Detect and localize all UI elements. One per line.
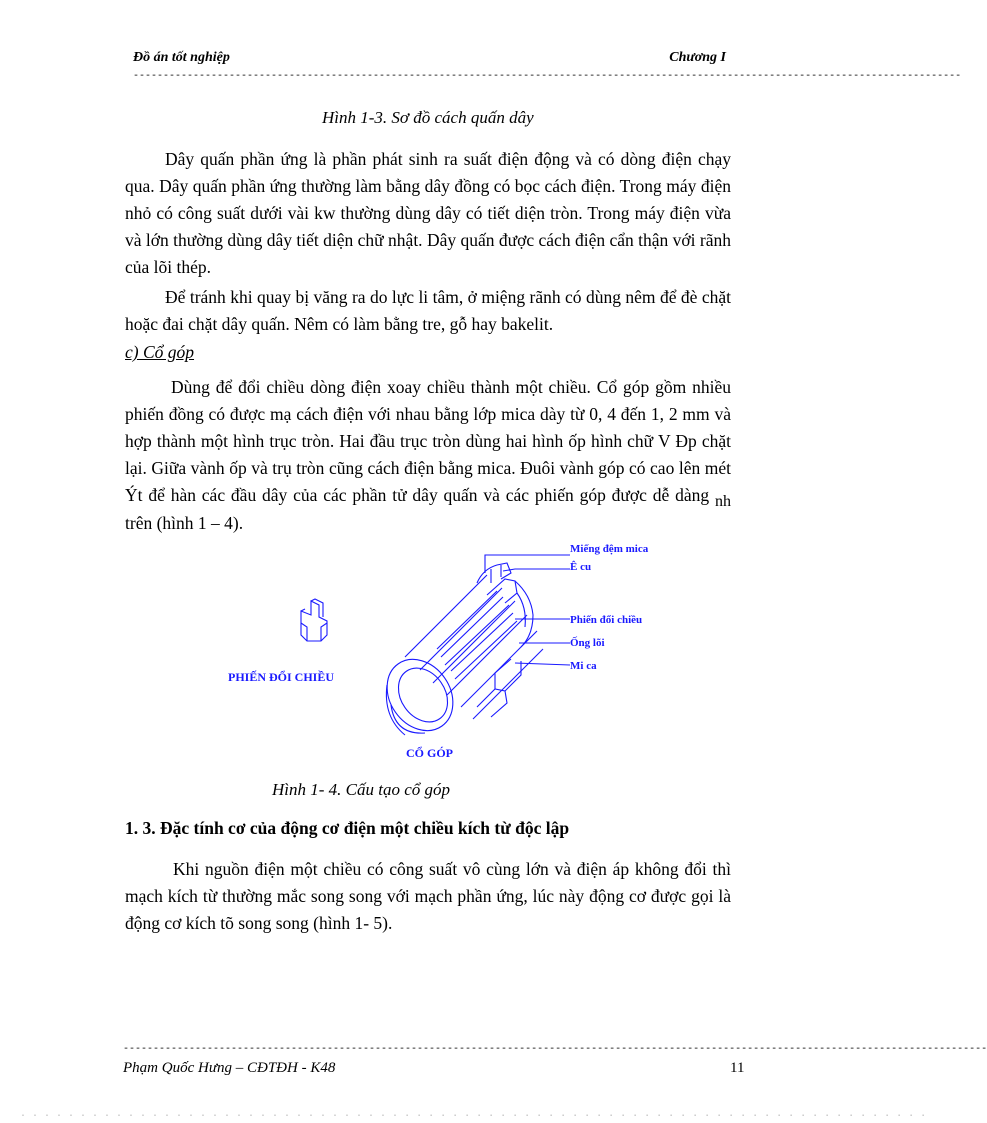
figure-caption-bottom: Hình 1- 4. Cấu tạo cổ góp bbox=[272, 780, 451, 799]
paragraph-2-text: Để tránh khi quay bị văng ra do lực li tâm, ở miệng rãnh có dùng nêm để đè chặt hoặc đai chặt dây quấn. Nêm có làm bằng tre, gỗ hay bakelit. bbox=[125, 287, 731, 334]
header-right: Chương I bbox=[669, 50, 726, 65]
footer-author: Phạm Quốc Hưng – CĐTĐH - K48 bbox=[123, 1060, 336, 1076]
commutator-body-drawing bbox=[374, 555, 570, 743]
label-core-tube: Ống lõi bbox=[570, 637, 605, 649]
header-left: Đồ án tốt nghiệp bbox=[133, 50, 230, 65]
label-mica: Mi ca bbox=[570, 660, 597, 672]
page-number: 11 bbox=[730, 1060, 745, 1076]
paragraph-3-text: Dùng để đổi chiều dòng điện xoay chiều thành một chiều. Cổ góp gồm nhiều phiến đồng có được mạ cách điện với nhau bằng lớp mica dày từ 0, 4 đến 1, 2 mm và hợp thành một hình trục tròn. Hai đầu trục tròn dùng hai hình ốp hình chữ V Ðp chặt lại. Giữa vành ốp và trụ tròn cũng cách điện bằng mica. Đuôi vành góp có cao lên mét Ýt để hàn các đầu dây của các phần tử dây quấn và các phiến góp được dễ dàng bbox=[125, 377, 731, 505]
paragraph-3-subscript: nh bbox=[715, 493, 731, 510]
paragraph-4-text: Khi nguồn điện một chiều có công suất vô cùng lớn và điện áp không đổi thì mạch kích từ thường mắc song song với mạch phần ứng, lúc này động cơ được gọi là động cơ kích tõ song song (hình 1- 5). bbox=[125, 859, 731, 933]
label-nut: Ê cu bbox=[570, 561, 592, 573]
label-mica-washer: Miếng đệm mica bbox=[570, 543, 649, 555]
footer-divider: ------------------------------------------------------------------------------------------------------------------------------------------------ bbox=[123, 1044, 987, 1055]
header-divider: ------------------------------------------------------------------------------------------------------------------------------------------ bbox=[133, 71, 962, 82]
label-segment-left: PHIẾN ĐỔI CHIỀU bbox=[228, 670, 335, 684]
paragraph-1-text: Dây quấn phần ứng là phần phát sinh ra suất điện động và có dòng điện chạy qua. Dây quấn phần ứng thường làm bằng dây đồng có bọc cách điện. Trong máy điện nhỏ có công suất dưới vài kw thường dùng dây có tiết diện tròn. Trong máy điện vừa và lớn thường dùng dây tiết diện chữ nhật. Dây quấn được cách điện cẩn thận với rãnh của lõi thép. bbox=[125, 149, 731, 277]
page-bottom-dotted: · · · · · · · · · · · · · · · · · · · · · · · · · · · · · · · · · · · · · · · · · · · · · · · · · · · · · · · · · · · · · · · · · · · · · · · · · · · · bbox=[20, 1111, 927, 1122]
label-commutator-bottom: CỔ GÓP bbox=[406, 746, 453, 760]
figure-caption-top: Hình 1-3. Sơ đồ cách quấn dây bbox=[322, 108, 534, 127]
paragraph-armature-winding bbox=[125, 146, 731, 281]
section-c-heading: c) Cổ góp bbox=[125, 342, 195, 362]
commutator-figure bbox=[215, 535, 705, 770]
label-commutator-segment: Phiến đổi chiều bbox=[570, 614, 643, 626]
paragraph-wedge bbox=[125, 284, 731, 338]
paragraph-characteristic bbox=[125, 856, 731, 937]
section-heading: 1. 3. Đặc tính cơ của động cơ điện một chiều kích từ độc lập bbox=[125, 818, 570, 838]
paragraph-3-end: trên (hình 1 – 4). bbox=[125, 513, 244, 533]
paragraph-commutator bbox=[125, 374, 731, 537]
commutator-segment-drawing bbox=[301, 599, 327, 641]
